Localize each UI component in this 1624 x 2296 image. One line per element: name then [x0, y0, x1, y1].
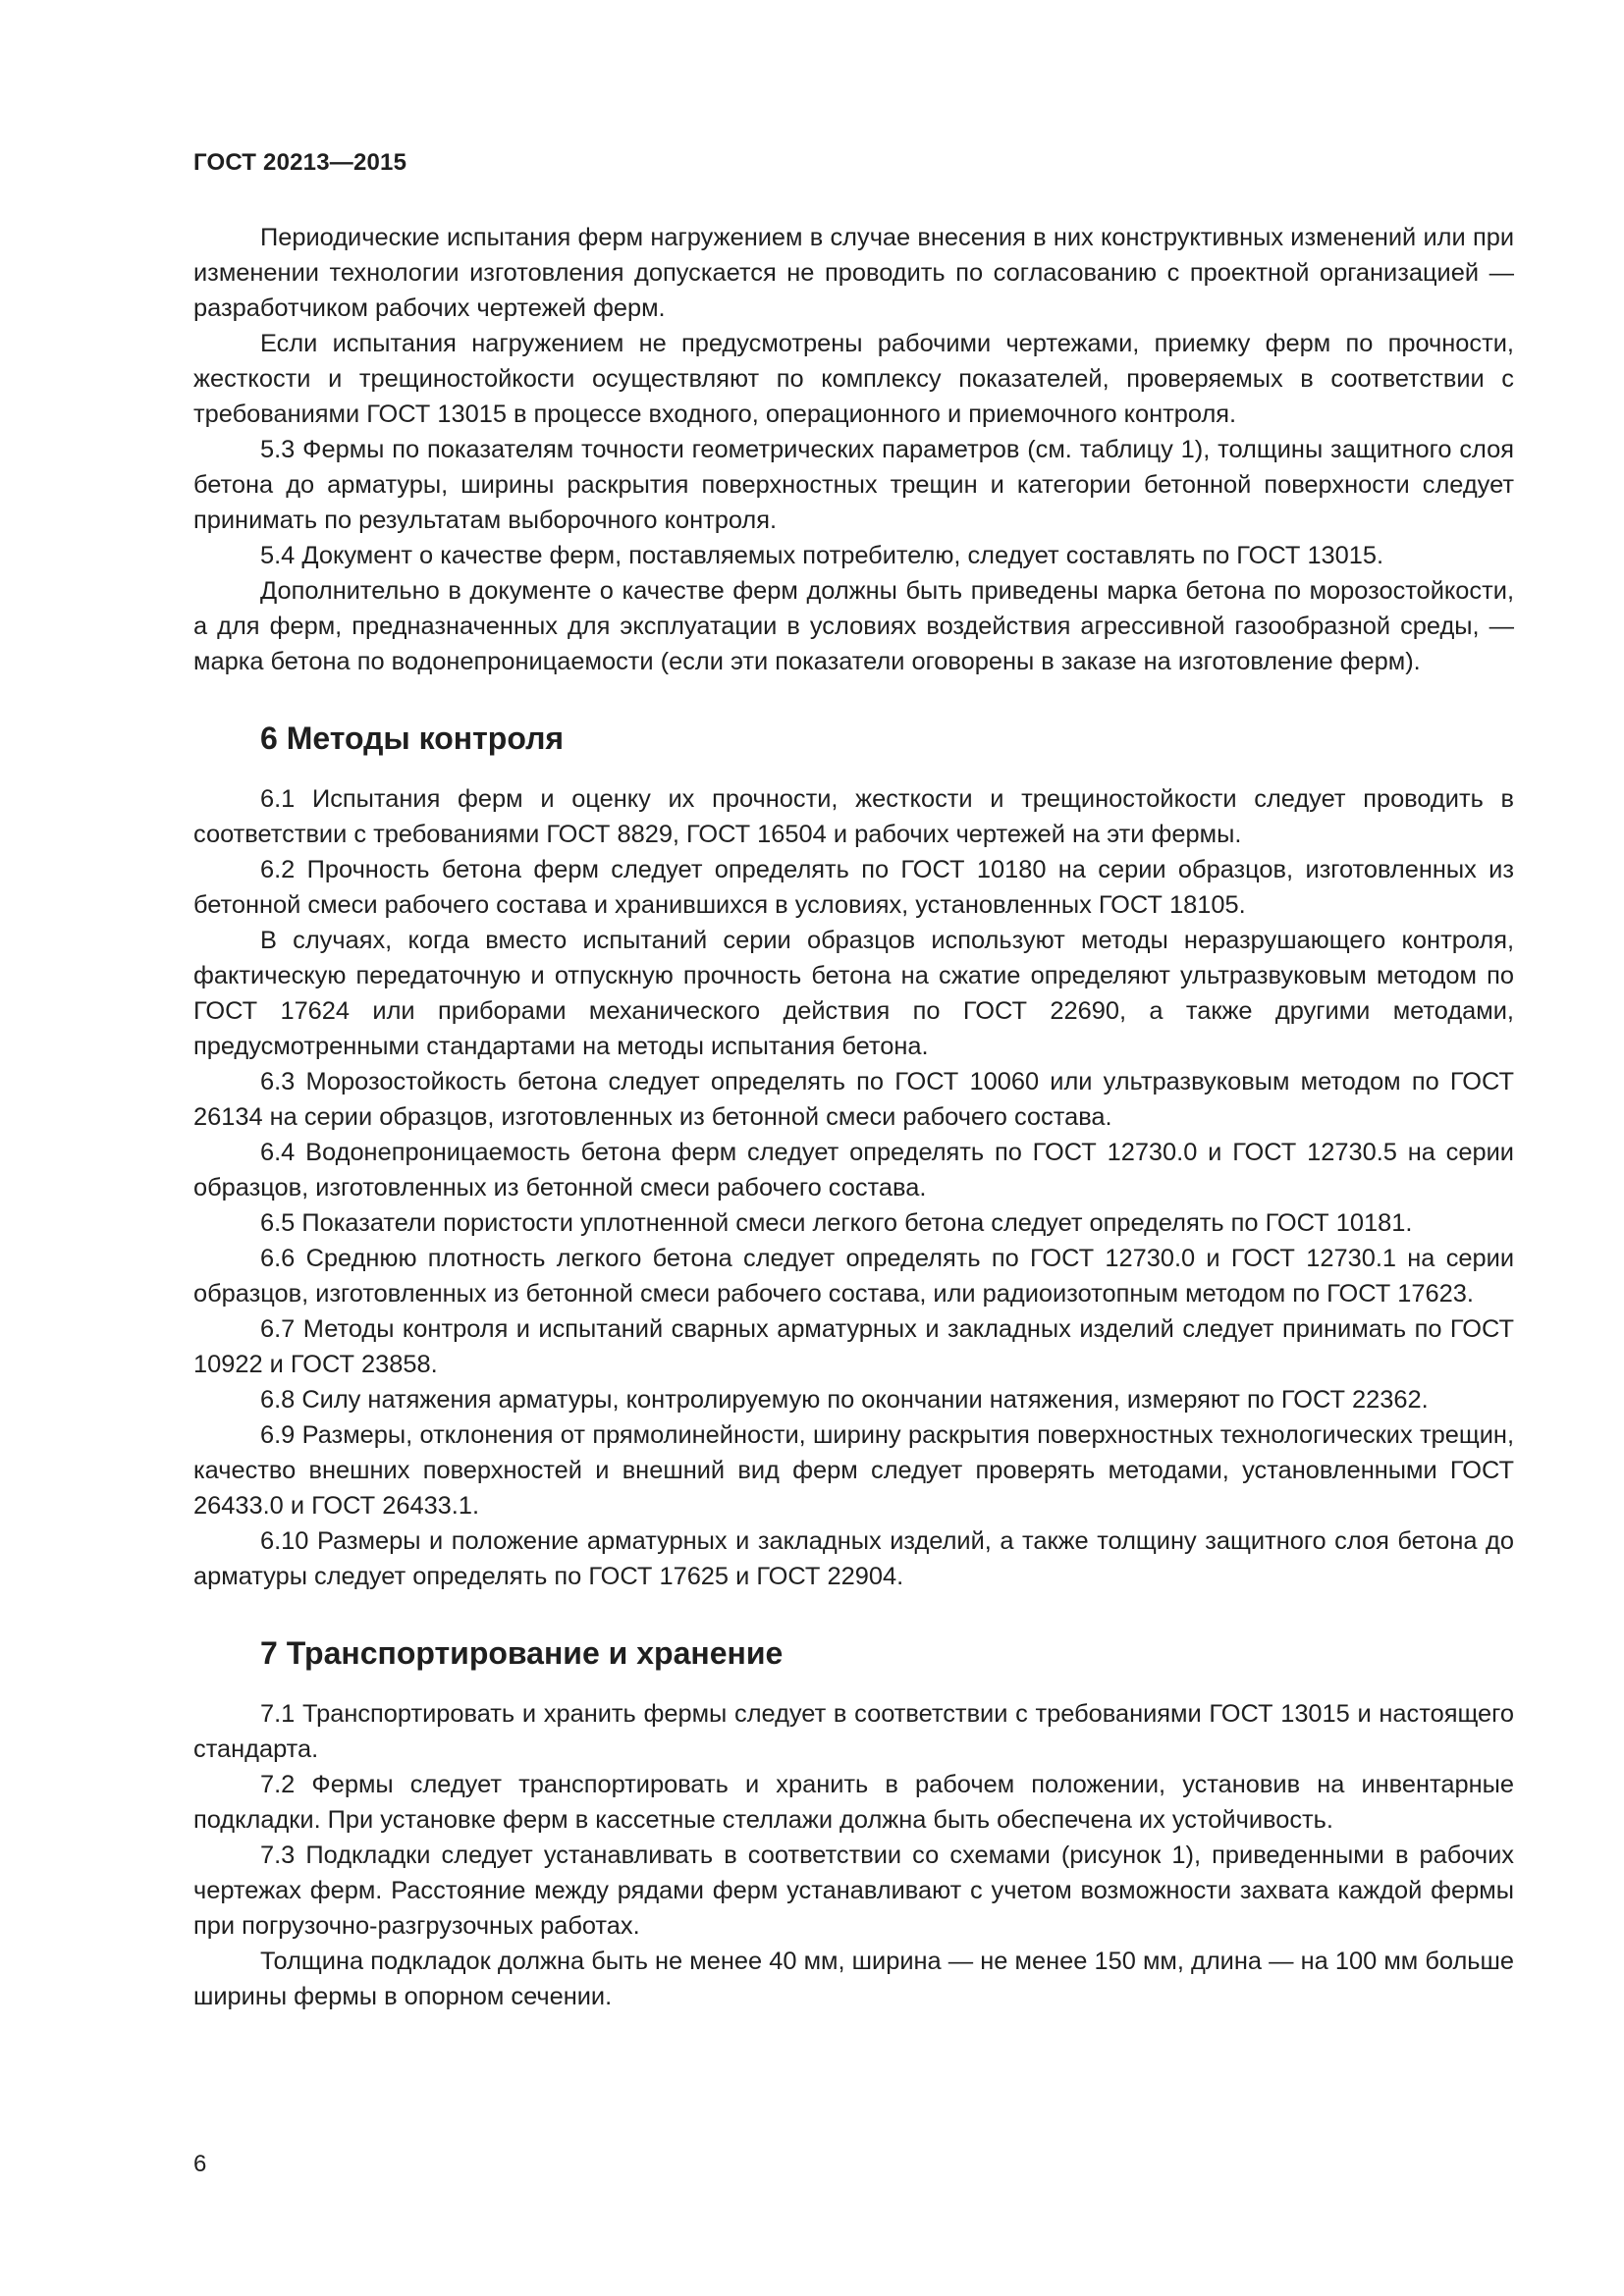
paragraph: 6.2 Прочность бетона ферм следует определять по ГОСТ 10180 на серии образцов, изготовленных из бетонной смеси рабочего состава и хранившихся в условиях, установленных ГОСТ 18105.: [193, 856, 1514, 919]
page-content: [193, 220, 1514, 2014]
section-7-title: 7 Транспортирование и хранение: [260, 1635, 784, 1671]
page-number: 6: [193, 2151, 207, 2177]
paragraph: Дополнительно в документе о качестве ферм должны быть приведены марка бетона по морозостойкости, а для ферм, предназначенных для эксплуатации в условиях воздействия агрессивной газообразной среды, — марка бетона по водонепроницаемости (если эти показатели оговорены в заказе на изготовление ферм).: [193, 577, 1514, 675]
section-6-body: [193, 781, 1514, 1594]
paragraph: 7.1 Транспортировать и хранить фермы следует в соответствии с требованиями ГОСТ 13015 и настоящего стандарта.: [193, 1700, 1514, 1763]
paragraph: 6.3 Морозостойкость бетона следует определять по ГОСТ 10060 или ультразвуковым методом по ГОСТ 26134 на серии образцов, изготовленных из бетонной смеси рабочего состава.: [193, 1068, 1514, 1131]
paragraph: В случаях, когда вместо испытаний серии образцов используют методы неразрушающего контроля, фактическую передаточную и отпускную прочность бетона на сжатие определяют ультразвуковым методом по ГОСТ 17624 или приборами механического действия по ГОСТ 22690, а также другими методами, предусмотренными стандартами на методы испытания бетона.: [193, 927, 1514, 1060]
paragraph: 6.7 Методы контроля и испытаний сварных арматурных и закладных изделий следует принимать по ГОСТ 10922 и ГОСТ 23858.: [193, 1315, 1514, 1378]
paragraph: 6.6 Среднюю плотность легкого бетона следует определять по ГОСТ 12730.0 и ГОСТ 12730.1 на серии образцов, изготовленных из бетонной смеси рабочего состава, или радиоизотопным методом по ГОСТ 17623.: [193, 1245, 1514, 1308]
paragraph: Если испытания нагружением не предусмотрены рабочими чертежами, приемку ферм по прочности, жесткости и трещиностойкости осуществляют по комплексу показателей, проверяемых в соответствии с требованиями ГОСТ 13015 в процессе входного, операционного и приемочного контроля.: [193, 330, 1514, 428]
paragraph: Толщина подкладок должна быть не менее 40 мм, ширина — не менее 150 мм, длина — на 100 мм больше ширины фермы в опорном сечении.: [193, 1948, 1514, 2010]
paragraph: 6.9 Размеры, отклонения от прямолинейности, ширину раскрытия поверхностных технологических трещин, качество внешних поверхностей и внешний вид ферм следует проверять методами, установленными ГОСТ 26433.0 и ГОСТ 26433.1.: [193, 1421, 1514, 1520]
paragraph: Периодические испытания ферм нагружением в случае внесения в них конструктивных изменений или при изменении технологии изготовления допускается не проводить по согласованию с проектной организацией — разработчиком рабочих чертежей ферм.: [193, 224, 1514, 322]
paragraph: 6.10 Размеры и положение арматурных и закладных изделий, а также толщину защитного слоя бетона до арматуры следует определять по ГОСТ 17625 и ГОСТ 22904.: [193, 1527, 1514, 1590]
paragraph: 7.2 Фермы следует транспортировать и хранить в рабочем положении, установив на инвентарные подкладки. При установке ферм в кассетные стеллажи должна быть обеспечена их устойчивость.: [193, 1771, 1514, 1834]
intro-block: [193, 220, 1514, 679]
paragraph: 6.4 Водонепроницаемость бетона ферм следует определять по ГОСТ 12730.0 и ГОСТ 12730.5 на серии образцов, изготовленных из бетонной смеси рабочего состава.: [193, 1139, 1514, 1201]
paragraph: 5.3 Фермы по показателям точности геометрических параметров (см. таблицу 1), толщины защитного слоя бетона до арматуры, ширины раскрытия поверхностных трещин и категории бетонной поверхности следует принимать по результатам выборочного контроля.: [193, 436, 1514, 534]
paragraph: 6.1 Испытания ферм и оценку их прочности, жесткости и трещиностойкости следует проводить в соответствии с требованиями ГОСТ 8829, ГОСТ 16504 и рабочих чертежей на эти фермы.: [193, 785, 1514, 848]
paragraph: 7.3 Подкладки следует устанавливать в соответствии со схемами (рисунок 1), приведенными в рабочих чертежах ферм. Расстояние между рядами ферм устанавливают с учетом возможности захвата каждой фермы при погрузочно-разгрузочных работах.: [193, 1842, 1514, 1940]
paragraph: 6.8 Силу натяжения арматуры, контролируемую по окончании натяжения, измеряют по ГОСТ 22362.: [260, 1386, 1429, 1414]
paragraph: 6.5 Показатели пористости уплотненной смеси легкого бетона следует определять по ГОСТ 10181.: [260, 1209, 1413, 1237]
paragraph: 5.4 Документ о качестве ферм, поставляемых потребителю, следует составлять по ГОСТ 13015.: [260, 542, 1384, 569]
section-6-title: 6 Методы контроля: [260, 721, 565, 756]
document-header: ГОСТ 20213—2015: [193, 149, 407, 176]
section-7-body: [193, 1696, 1514, 2014]
